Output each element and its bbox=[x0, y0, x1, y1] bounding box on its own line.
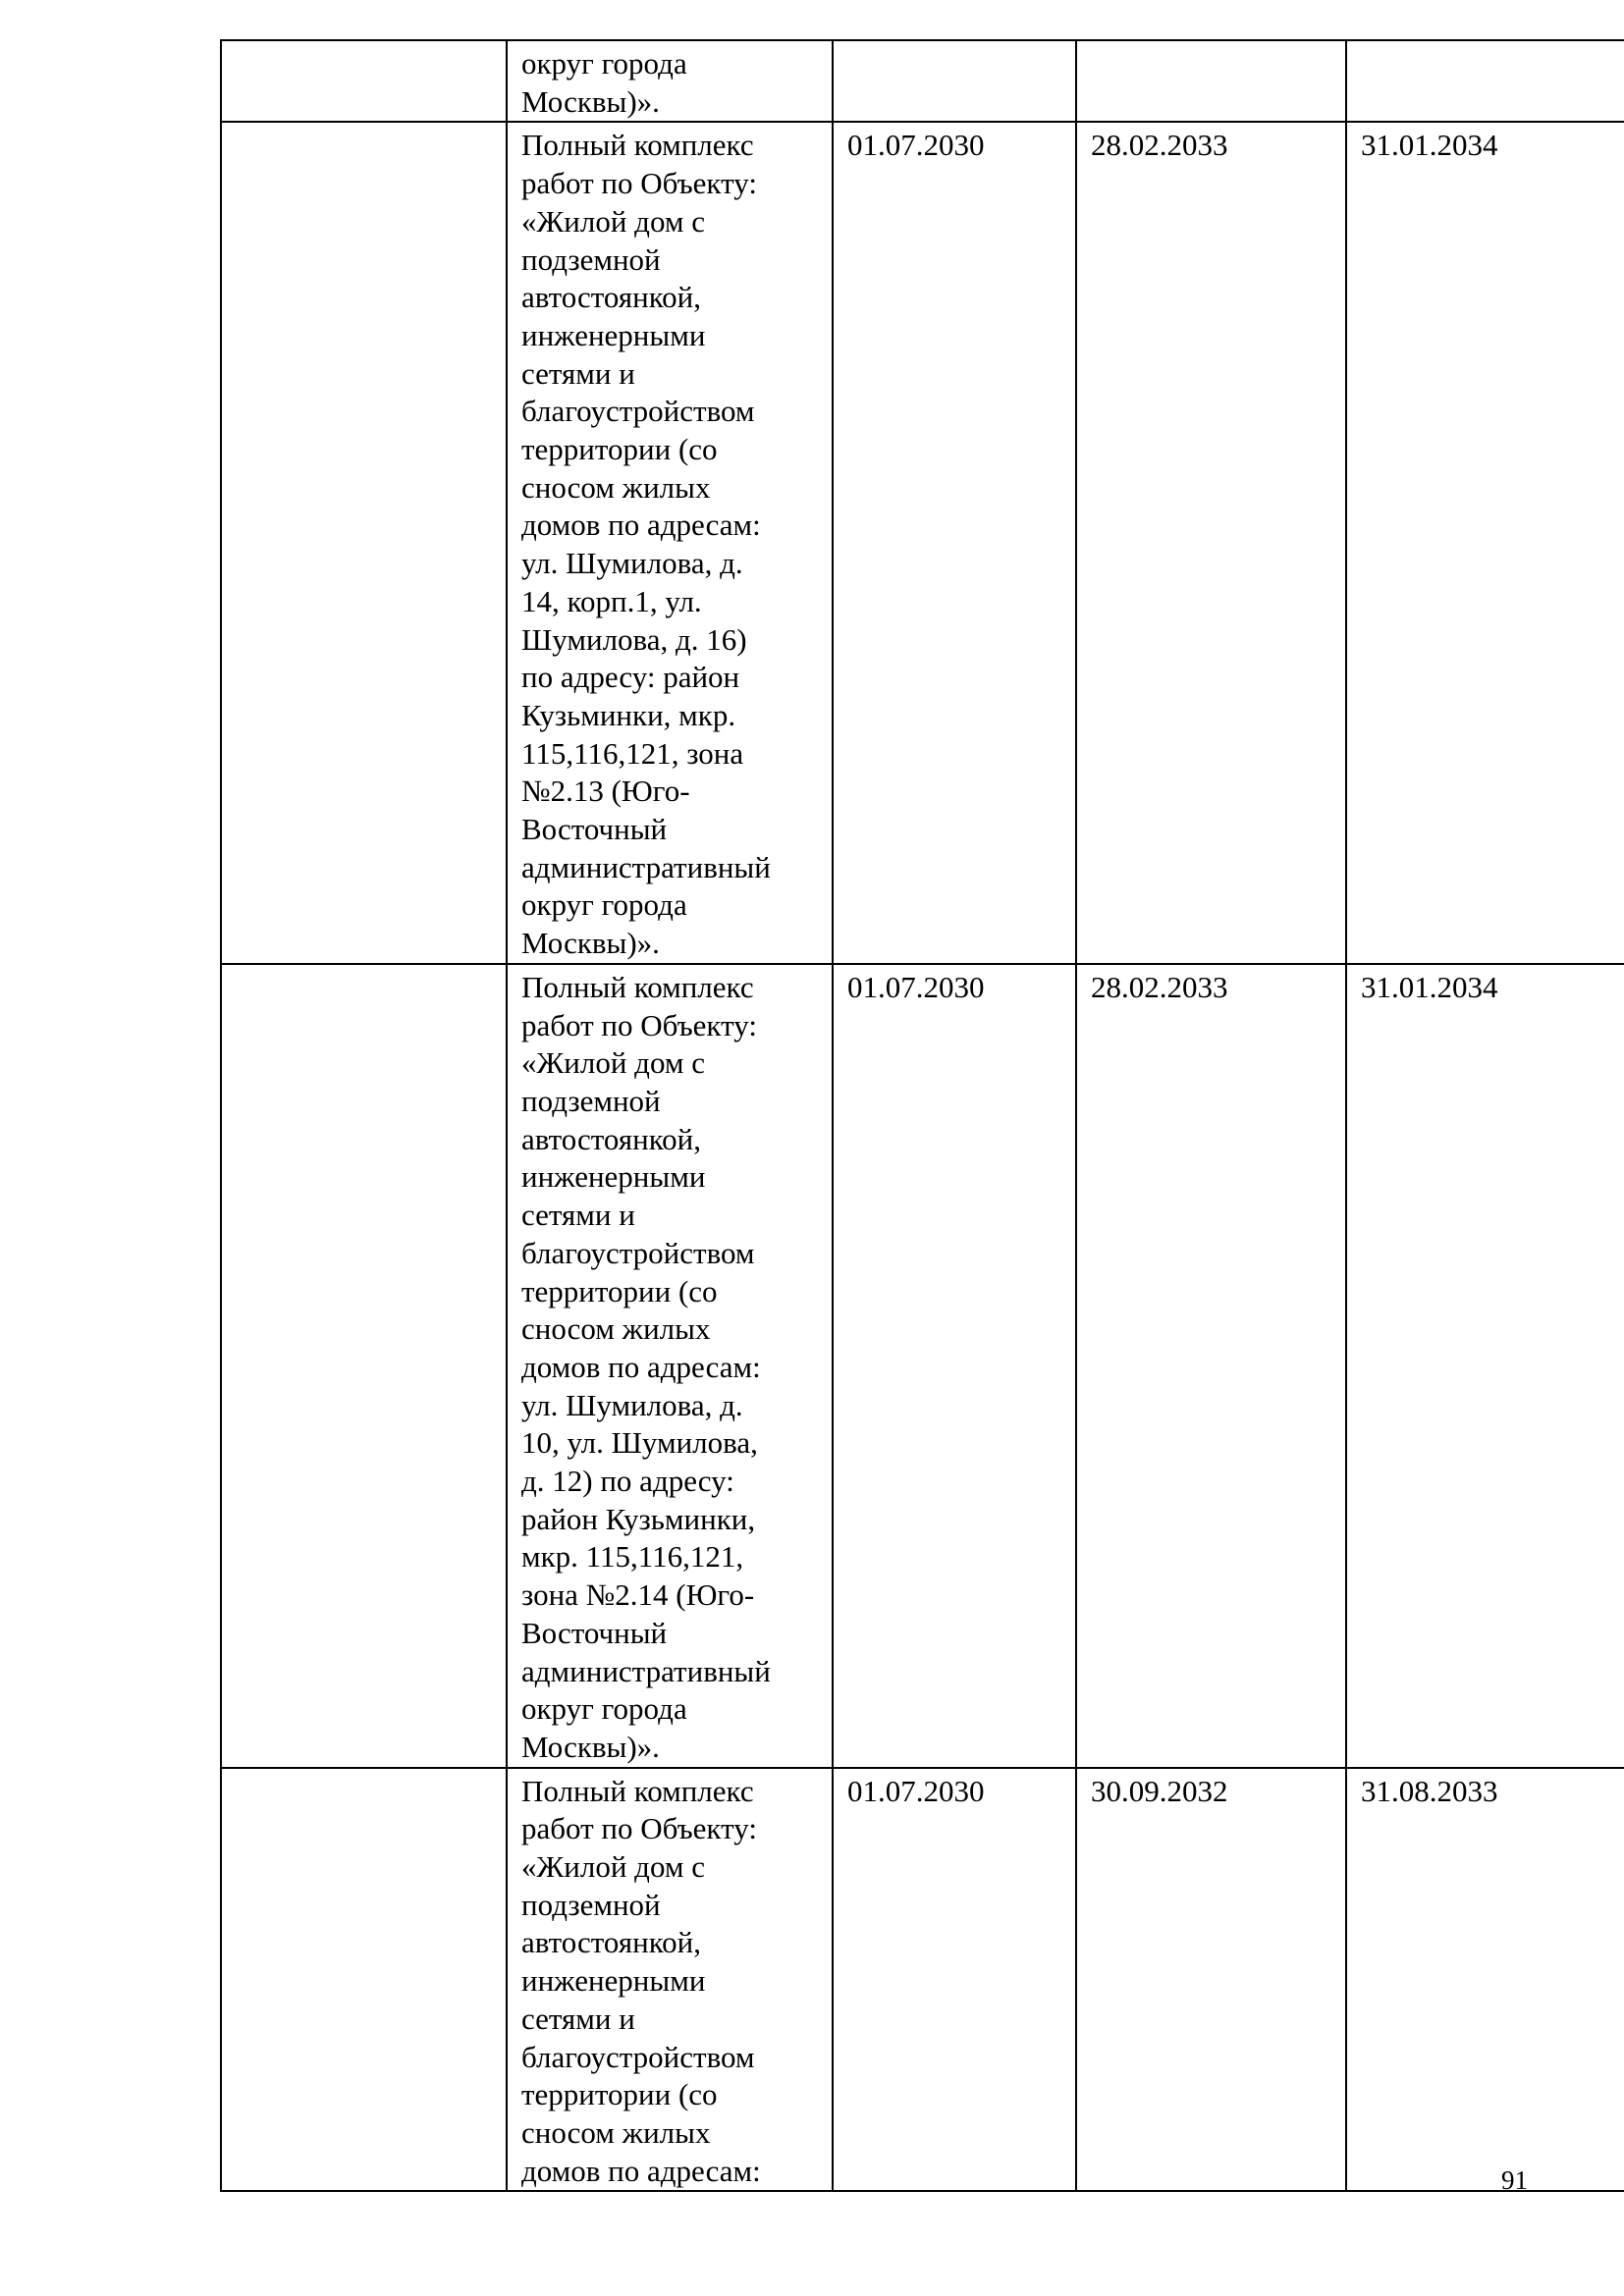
description-line: подземной bbox=[521, 1887, 661, 1922]
description-line: зона №2.14 (Юго- bbox=[521, 1577, 755, 1613]
description-line: Восточный bbox=[521, 1615, 668, 1650]
description-line: инженерными bbox=[521, 1963, 706, 1999]
description-line: «Жилой дом с bbox=[521, 1849, 705, 1885]
empty-cell bbox=[221, 964, 507, 1768]
description-line: работ по Объекту: bbox=[521, 166, 757, 201]
table-row bbox=[221, 40, 1624, 122]
description-line: работ по Объекту: bbox=[521, 1007, 757, 1042]
work-description-cell bbox=[507, 40, 833, 122]
description-line: мкр. 115,116,121, bbox=[521, 1539, 744, 1575]
table-row bbox=[221, 122, 1624, 963]
description-line: «Жилой дом с bbox=[521, 1045, 705, 1081]
description-line: автостоянкой, bbox=[521, 280, 702, 315]
description-line: автостоянкой, bbox=[521, 1925, 702, 1960]
description-line: 10, ул. Шумилова, bbox=[521, 1425, 758, 1461]
final-date-cell: 31.08.2033 bbox=[1346, 1768, 1624, 2192]
description-line: «Жилой дом с bbox=[521, 203, 705, 239]
description-line: 14, корп.1, ул. bbox=[521, 583, 702, 618]
description-line: сносом жилых bbox=[521, 2114, 711, 2150]
table-body bbox=[221, 40, 1624, 2191]
description-line: работ по Объекту: bbox=[521, 1811, 757, 1846]
start-date-cell bbox=[833, 40, 1076, 122]
completion-date-cell: 28.02.2033 bbox=[1076, 122, 1346, 963]
final-date-cell: 31.01.2034 bbox=[1346, 122, 1624, 963]
completion-date-cell: 28.02.2033 bbox=[1076, 964, 1346, 1768]
description-line: 115,116,121, зона bbox=[521, 735, 744, 771]
description-line: сносом жилых bbox=[521, 1311, 711, 1347]
description-line: ул. Шумилова, д. bbox=[521, 546, 743, 581]
description-line: район Кузьминки, bbox=[521, 1501, 756, 1536]
description-line: сетями и bbox=[521, 355, 635, 391]
description-line: домов по адресам: bbox=[521, 507, 761, 543]
start-date-cell: 01.07.2030 bbox=[833, 964, 1076, 1768]
empty-cell bbox=[221, 40, 507, 122]
description-line: Полный комплекс bbox=[521, 1773, 754, 1808]
description-line: благоустройством bbox=[521, 394, 755, 429]
table-row bbox=[221, 964, 1624, 1768]
description-line: административный bbox=[521, 1653, 771, 1688]
description-line: домов по адресам: bbox=[521, 1349, 761, 1384]
work-description-cell bbox=[507, 964, 833, 1768]
description-line: инженерными bbox=[521, 1159, 706, 1195]
empty-cell bbox=[221, 1768, 507, 2192]
description-line: территории (со bbox=[521, 2077, 718, 2112]
description-line: №2.13 (Юго- bbox=[521, 774, 690, 809]
description-line: Шумилова, д. 16) bbox=[521, 621, 747, 657]
description-line: благоустройством bbox=[521, 2039, 755, 2074]
description-line: Кузьминки, мкр. bbox=[521, 697, 736, 732]
description-line: подземной bbox=[521, 241, 661, 277]
page-number: 91 bbox=[1501, 2165, 1528, 2195]
description-line: территории (со bbox=[521, 432, 718, 467]
description-line: Москвы)». bbox=[521, 926, 660, 961]
description-line: подземной bbox=[521, 1083, 661, 1118]
description-line: благоустройством bbox=[521, 1235, 755, 1270]
description-line: Полный комплекс bbox=[521, 128, 754, 163]
description-line: д. 12) по адресу: bbox=[521, 1464, 734, 1499]
start-date-cell: 01.07.2030 bbox=[833, 1768, 1076, 2192]
description-line: округ города bbox=[521, 887, 687, 923]
description-line: сетями и bbox=[521, 1198, 635, 1233]
table-row bbox=[221, 1768, 1624, 2192]
description-line: Москвы)». bbox=[521, 1729, 660, 1764]
completion-date-cell bbox=[1076, 40, 1346, 122]
works-schedule-table bbox=[220, 39, 1624, 2192]
description-line: территории (со bbox=[521, 1273, 718, 1308]
description-line: Москвы)». bbox=[521, 83, 660, 119]
final-date-cell: 31.01.2034 bbox=[1346, 964, 1624, 1768]
description-line: округ города bbox=[521, 46, 687, 80]
final-date-cell bbox=[1346, 40, 1624, 122]
completion-date-cell: 30.09.2032 bbox=[1076, 1768, 1346, 2192]
start-date-cell: 01.07.2030 bbox=[833, 122, 1076, 963]
description-line: автостоянкой, bbox=[521, 1121, 702, 1156]
work-description-cell bbox=[507, 1768, 833, 2192]
description-line: домов по адресам: bbox=[521, 2153, 761, 2188]
description-line: административный bbox=[521, 849, 771, 884]
description-line: сносом жилых bbox=[521, 469, 711, 505]
work-description-cell bbox=[507, 122, 833, 963]
description-line: Полный комплекс bbox=[521, 969, 754, 1004]
empty-cell bbox=[221, 122, 507, 963]
description-line: округ города bbox=[521, 1691, 687, 1727]
description-line: Восточный bbox=[521, 812, 668, 847]
description-line: по адресу: район bbox=[521, 660, 740, 695]
description-line: ул. Шумилова, д. bbox=[521, 1387, 743, 1422]
description-line: инженерными bbox=[521, 317, 706, 352]
description-line: сетями и bbox=[521, 2001, 635, 2036]
